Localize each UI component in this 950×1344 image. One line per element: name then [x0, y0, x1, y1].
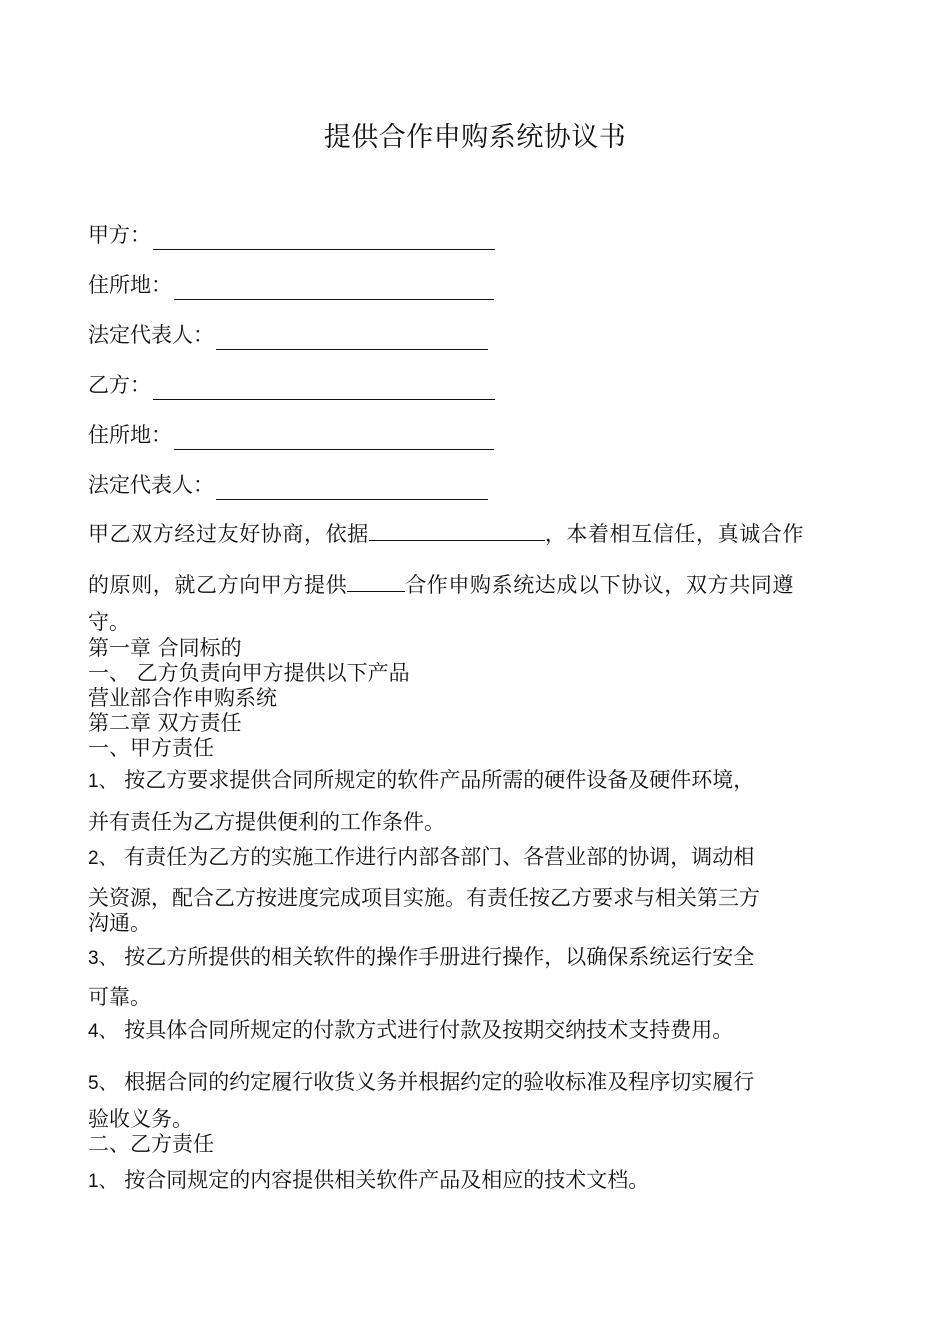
- preamble-text-2b: 合作申购系统达成以下协议，双方共同遵: [405, 573, 795, 597]
- chapter-1-heading: 第一章 合同标的: [88, 636, 242, 660]
- basis-blank: [369, 520, 545, 541]
- duty-text: 按乙方所提供的相关软件的操作手册进行操作，以确保系统运行安全: [124, 945, 755, 969]
- party-a-duty-5-line-2: 验收义务。: [88, 1107, 193, 1131]
- party-b-duties-heading: 二、乙方责任: [88, 1132, 214, 1156]
- preamble-text-1a: 甲乙双方经过友好协商，依据: [88, 522, 369, 546]
- duty-text: 按乙方要求提供合同所规定的软件产品所需的硬件设备及硬件环境，: [124, 768, 755, 792]
- preamble-text-1b: ，本着相互信任，真诚合作: [544, 522, 805, 546]
- duty-number: 2、: [88, 848, 118, 869]
- party-a-blank: [153, 225, 495, 250]
- party-b-blank: [153, 375, 495, 400]
- party-a-label: 甲方：: [88, 223, 151, 247]
- party-b-rep-label: 法定代表人：: [88, 473, 214, 497]
- provider-blank: [347, 571, 405, 592]
- party-a-duty-3-line-2: 可靠。: [88, 985, 151, 1009]
- party-a-duty-1-line-1: [88, 766, 754, 796]
- duty-number: 4、: [88, 1021, 118, 1042]
- party-a-rep-label: 法定代表人：: [88, 323, 214, 347]
- duty-number: 3、: [88, 948, 118, 969]
- party-b-field: [88, 370, 495, 400]
- party-b-label: 乙方：: [88, 373, 151, 397]
- party-a-duty-2-line-3: 沟通。: [88, 911, 151, 935]
- party-b-address-blank: [174, 425, 494, 450]
- party-a-address-blank: [174, 275, 494, 300]
- duty-number: 5、: [88, 1073, 118, 1094]
- party-a-duty-2-line-2: 关资源，配合乙方按进度完成项目实施。有责任按乙方要求与相关第三方: [88, 886, 760, 910]
- party-b-rep-blank: [216, 475, 488, 500]
- party-a-duties-heading: 一、甲方责任: [88, 736, 214, 760]
- party-b-rep-field: [88, 470, 488, 500]
- party-a-duty-3-line-1: [88, 943, 754, 973]
- party-a-duty-4-line-1: [88, 1016, 733, 1046]
- party-b-address-label: 住所地：: [88, 423, 172, 447]
- party-b-address-field: [88, 420, 494, 450]
- party-a-rep-blank: [216, 325, 488, 350]
- duty-number: 1、: [88, 1171, 118, 1192]
- party-a-rep-field: [88, 320, 488, 350]
- duty-text: 有责任为乙方的实施工作进行内部各部门、各营业部的协调，调动相: [124, 845, 755, 869]
- chapter-2-heading: 第二章 双方责任: [88, 711, 242, 735]
- party-a-duty-1-line-2: 并有责任为乙方提供便利的工作条件。: [88, 810, 445, 834]
- party-a-address-label: 住所地：: [88, 273, 172, 297]
- preamble-line-2: [88, 571, 794, 599]
- party-b-duty-1-line-1: [88, 1166, 649, 1196]
- duty-text: 按合同规定的内容提供相关软件产品及相应的技术文档。: [124, 1168, 650, 1192]
- product-name: 营业部合作申购系统: [88, 686, 277, 710]
- preamble-text-2a: 的原则，就乙方向甲方提供: [88, 573, 348, 597]
- preamble-line-1: [88, 520, 804, 548]
- chapter-1-item-1: 一、 乙方负责向甲方提供以下产品: [88, 661, 410, 685]
- party-a-duty-2-line-1: [88, 843, 754, 873]
- party-a-field: [88, 220, 495, 250]
- party-a-duty-5-line-1: [88, 1068, 754, 1098]
- duty-text: 按具体合同所规定的付款方式进行付款及按期交纳技术支持费用。: [124, 1018, 734, 1042]
- duty-number: 1、: [88, 771, 118, 792]
- preamble-line-3: 守。: [88, 610, 130, 634]
- document-title: 提供合作申购系统协议书: [323, 122, 627, 153]
- duty-text: 根据合同的约定履行收货义务并根据约定的验收标准及程序切实履行: [124, 1070, 755, 1094]
- party-a-address-field: [88, 270, 494, 300]
